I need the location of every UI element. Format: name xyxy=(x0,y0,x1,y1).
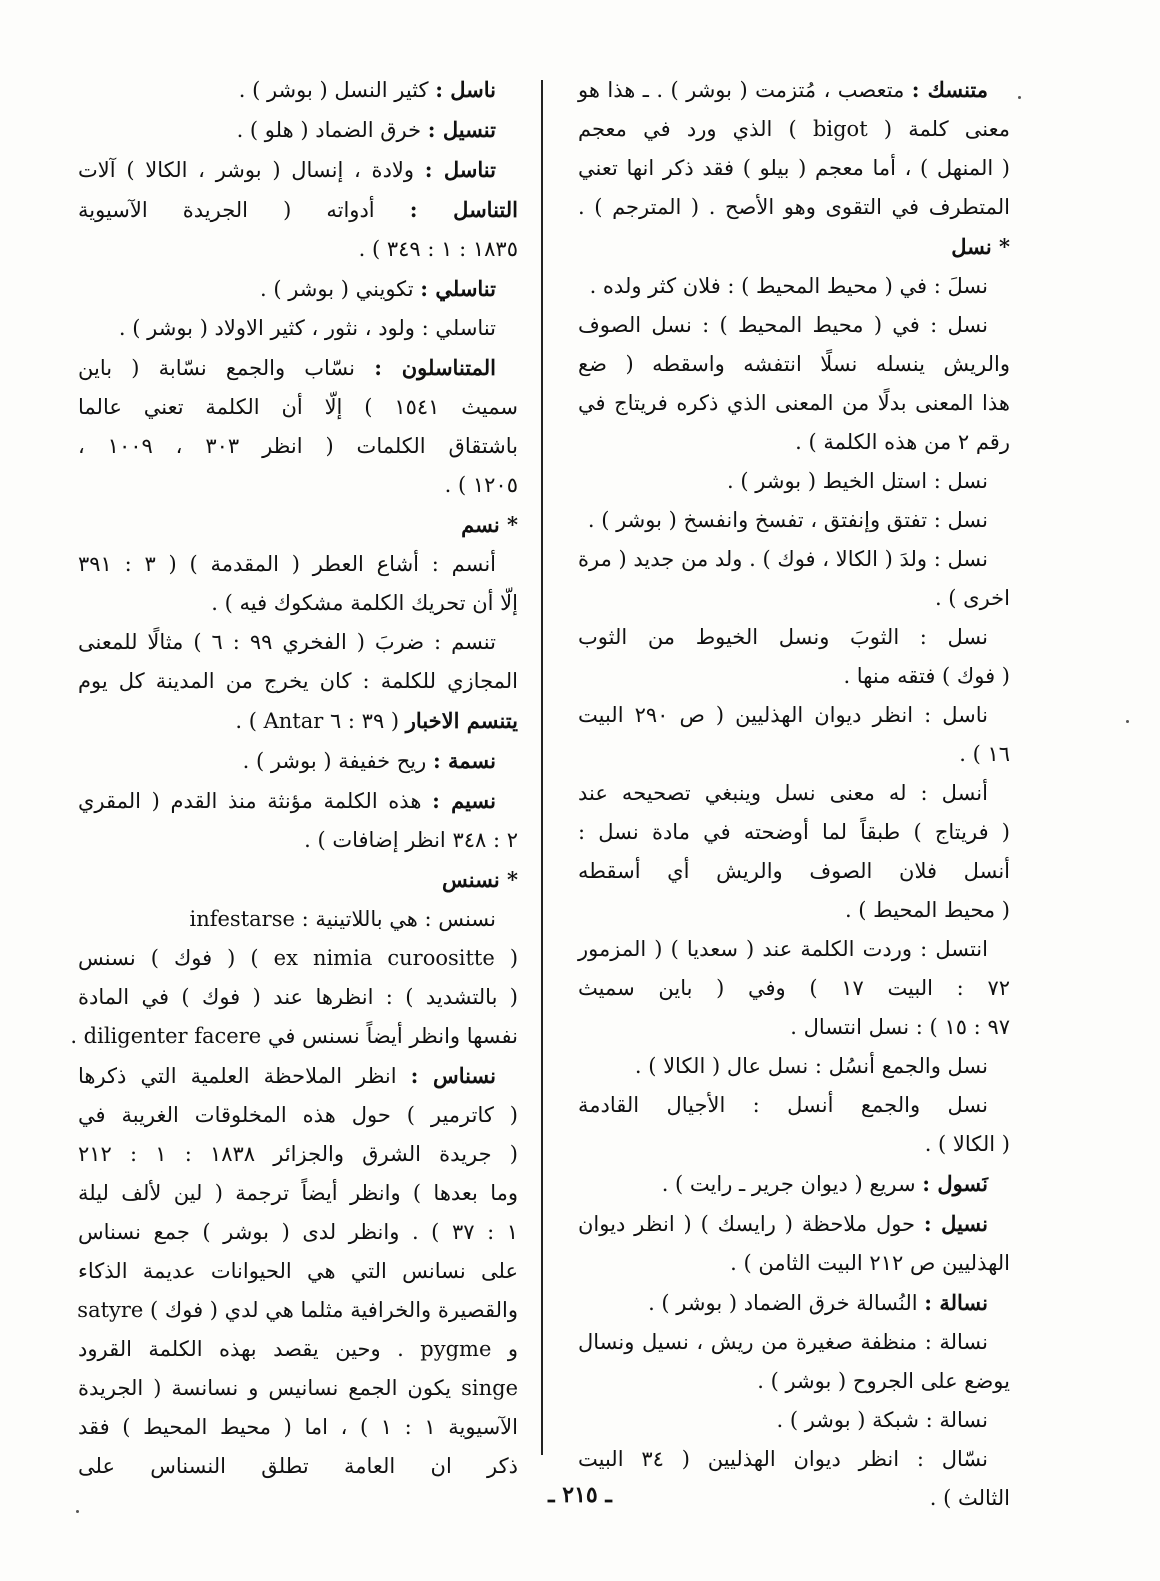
line-text: ( ٣٩ : ٦ Antar ) . xyxy=(235,709,406,733)
text-line xyxy=(78,1213,518,1252)
line-text: كثير النسل ( بوشر ) . xyxy=(238,78,436,102)
line-text: ( المنهل ) ، أما معجم ( بيلو ) فقد ذكر انها تعني xyxy=(578,156,1010,180)
line-text: سميث ١٥٤١ ) إلّا أن الكلمة تعني عالما xyxy=(78,395,518,419)
headword: ناسل : xyxy=(435,77,496,102)
line-text: ١٦ ) . xyxy=(959,742,1010,766)
scan-speck xyxy=(76,1510,79,1513)
text-line xyxy=(578,1086,1010,1125)
text-line xyxy=(578,696,1010,735)
line-text: نسل : الثوبَ ونسل الخيوط من الثوب xyxy=(578,625,988,649)
text-line xyxy=(578,852,1010,891)
text-line xyxy=(578,188,1010,227)
text-line xyxy=(578,1008,1010,1047)
line-text: سريع ( ديوان جرير ـ رايت ) . xyxy=(661,1172,923,1196)
text-line xyxy=(578,579,1010,618)
headword: تنسيل : xyxy=(427,117,496,142)
text-line xyxy=(578,384,1010,423)
line-text: ١٢٠٥ ) . xyxy=(444,473,518,497)
text-line xyxy=(78,427,518,466)
line-text: نسل والجمع أنسل : الأجيال القادمة xyxy=(578,1093,988,1117)
text-line xyxy=(78,1096,518,1135)
text-line xyxy=(578,657,1010,696)
text-line xyxy=(78,348,518,388)
line-text: ( فريتاج ) طبقاً لما أوضحته في مادة نسل : xyxy=(578,820,1010,844)
line-text: ٢ : ٣٤٨ انظر إضافات ) . xyxy=(304,828,518,852)
text-line xyxy=(578,540,1010,579)
line-text: نسل والجمع أنسُل : نسل عال ( الكالا ) . xyxy=(634,1054,988,1078)
line-text: انظر الملاحظة العلمية التي ذكرها xyxy=(78,1064,411,1088)
text-line xyxy=(78,545,518,584)
text-line xyxy=(578,1125,1010,1164)
headword: نسيل : xyxy=(923,1211,988,1236)
headword: نَسول : xyxy=(922,1171,988,1196)
line-text: نسنس : هي باللاتينية : infestarse xyxy=(189,907,496,931)
scan-speck xyxy=(1126,720,1129,723)
headword: نسيم : xyxy=(432,788,496,813)
column-divider xyxy=(541,80,543,1455)
line-text: تناسلي : ولود ، نثور ، كثير الاولاد ( بوشر ) . xyxy=(118,316,496,340)
text-line xyxy=(78,978,518,1017)
line-text: اخرى ) . xyxy=(934,586,1010,610)
line-text: ٧٢ : البيت ١٧ ) وفي ( باين سميث xyxy=(578,976,1010,1000)
headword: التناسل : xyxy=(409,197,518,222)
headword: نسناس : xyxy=(410,1063,497,1088)
line-text: رقم ٢ من هذه الكلمة ) . xyxy=(795,430,1010,454)
line-text: الآسيوية ١ : ١ ) ، اما ( محيط المحيط ) فقد xyxy=(78,1415,518,1439)
text-line xyxy=(578,462,1010,501)
line-text: نسّال : انظر ديوان الهذليين ( ٣٤ البيت xyxy=(578,1447,989,1471)
text-line xyxy=(78,505,518,545)
line-text: تكويني ( بوشر ) . xyxy=(260,277,421,301)
line-text: المتطرف في التقوى وهو الأصح . ( المترجم ) . xyxy=(578,195,1010,219)
line-text: الهذليين ص ٢١٢ البيت الثامن ) . xyxy=(730,1251,1010,1275)
line-text: ( ex nimia curoositte ) ( فوك ) نسنس xyxy=(78,946,519,970)
text-line xyxy=(578,969,1010,1008)
text-line xyxy=(78,701,518,741)
line-text: ذكر ان العامة تطلق النسناس على xyxy=(78,1454,518,1478)
text-line xyxy=(78,1369,518,1408)
line-text: باشتقاق الكلمات ( انظر ٣٠٣ ، ١٠٠٩ ، xyxy=(78,434,519,458)
line-text: نسل : في ( محيط المحيط ) : نسل الصوف xyxy=(578,313,988,337)
text-line xyxy=(578,735,1010,774)
text-line xyxy=(78,860,518,900)
text-line xyxy=(578,1244,1010,1283)
text-line xyxy=(578,1047,1010,1086)
page-number: ـ ٢١٥ ـ xyxy=(548,1482,612,1508)
text-line xyxy=(578,267,1010,306)
text-line xyxy=(78,1135,518,1174)
line-text: ( محيط المحيط ) . xyxy=(844,898,1010,922)
text-line xyxy=(578,1323,1010,1362)
line-text: ١٨٣٥ : ١ : ٣٤٩ ) . xyxy=(358,237,518,261)
line-text: نسالة : شبكة ( بوشر ) . xyxy=(776,1408,988,1432)
line-text: معنى كلمة ( bigot ) الذي ورد في معجم xyxy=(578,117,1010,141)
line-text: نفسها وانظر أيضاً نسنس في diligenter facere . xyxy=(70,1024,518,1048)
text-line xyxy=(578,149,1010,188)
text-line xyxy=(78,1174,518,1213)
text-line xyxy=(78,1252,518,1291)
headword: نسالة : xyxy=(924,1290,988,1315)
text-line xyxy=(78,781,518,821)
text-line xyxy=(78,70,518,110)
text-line xyxy=(578,618,1010,657)
line-text: ( الكالا ) . xyxy=(924,1132,1010,1156)
line-text: تنسم : ضربَ ( الفخري ٩٩ : ٦ ) مثالًا للمعنى xyxy=(78,630,496,654)
text-line xyxy=(578,891,1010,930)
text-line xyxy=(70,1017,518,1056)
right-column xyxy=(578,70,1010,1518)
line-text: نسالة : منظفة صغيرة من ريش ، نسيل ونسال xyxy=(578,1330,988,1354)
left-column xyxy=(70,70,519,1486)
line-text: المجازي للكلمة : كان يخرج من المدينة كل يوم xyxy=(78,669,518,693)
headword: تناسلي : xyxy=(420,276,496,301)
text-line xyxy=(578,1283,1010,1323)
line-text: والريش ينسله نسلًا انتفشه واسقطه ( ضع xyxy=(578,352,1010,376)
text-line xyxy=(78,150,518,190)
line-text: ريح خفيفة ( بوشر ) . xyxy=(242,749,433,773)
headword: * نسل xyxy=(951,234,1010,259)
text-line xyxy=(578,345,1010,384)
text-line xyxy=(78,1330,518,1369)
text-line xyxy=(78,662,518,701)
text-line xyxy=(78,821,518,860)
text-line xyxy=(578,930,1010,969)
line-text: حول ملاحظة ( رايسك ) ( انظر ديوان xyxy=(578,1212,924,1236)
text-line xyxy=(78,741,518,781)
headword: تناسل : xyxy=(424,157,496,182)
text-line xyxy=(78,584,518,623)
text-line xyxy=(78,269,518,309)
line-text: ( جريدة الشرق والجزائر ١٨٣٨ : ١ : ٢١٢ xyxy=(78,1142,518,1166)
text-line xyxy=(578,501,1010,540)
headword: يتنسم الاخبار xyxy=(405,708,518,733)
headword: * نسم xyxy=(461,512,518,537)
line-text: نسل : ولدَ ( الكالا ، فوك ) . ولد من جديد ( مرة xyxy=(578,547,988,571)
line-text: الثالث ) . xyxy=(929,1486,1010,1510)
text-line xyxy=(78,230,518,269)
line-text: نسل : استل الخيط ( بوشر ) . xyxy=(727,469,988,493)
headword: * نسنس xyxy=(442,867,518,892)
line-text: ناسل : انظر ديوان الهذليين ( ص ٢٩٠ البيت xyxy=(578,703,989,727)
text-line xyxy=(578,1164,1010,1204)
line-text: و pygme . وحين يقصد بهذه الكلمة القرود xyxy=(78,1337,518,1361)
text-line xyxy=(78,388,518,427)
text-line xyxy=(578,1362,1010,1401)
text-line xyxy=(578,1401,1010,1440)
headword: متنسك : xyxy=(911,77,988,102)
text-line xyxy=(578,70,1010,110)
text-line xyxy=(578,423,1010,462)
text-line xyxy=(78,1056,518,1096)
text-line xyxy=(78,190,518,230)
line-text: أدواته ( الجريدة الآسيوية xyxy=(78,198,410,222)
text-line xyxy=(78,1408,518,1447)
line-text: خرق الضماد ( هلو ) . xyxy=(236,118,428,142)
line-text: والقصيرة والخرافية مثلما هي لدي ( فوك ) satyre xyxy=(77,1298,518,1322)
text-line xyxy=(78,1447,518,1486)
text-line xyxy=(78,939,518,978)
line-text: نسّاب والجمع نسّابة ( باين xyxy=(78,356,375,380)
line-text: ( كاترمير ) حول هذه المخلوقات الغريبة في xyxy=(78,1103,518,1127)
text-line xyxy=(578,306,1010,345)
text-line xyxy=(78,309,518,348)
text-line xyxy=(78,623,518,662)
text-line xyxy=(578,1440,1010,1479)
line-text: ( فوك ) فتقه منها . xyxy=(843,664,1010,688)
text-line xyxy=(78,466,518,505)
text-line xyxy=(578,1204,1010,1244)
text-line xyxy=(78,900,518,939)
scan-speck xyxy=(1018,96,1021,99)
line-text: النُسالة خرق الضماد ( بوشر ) . xyxy=(648,1291,925,1315)
line-text: إلّا أن تحريك الكلمة مشكوك فيه ) . xyxy=(211,591,518,615)
line-text: ولادة ، إنسال ( بوشر ، الكالا ) آلات xyxy=(78,158,425,182)
line-text: وما بعدها ) وانظر أيضاً ترجمة ( لين لألف ليلة xyxy=(78,1181,518,1205)
line-text: ( بالتشديد ) : انظرها عند ( فوك ) في المادة xyxy=(78,985,518,1009)
line-text: متعصب ، مُتزمت ( بوشر ) . ـ هذا هو xyxy=(578,78,912,102)
text-line xyxy=(578,774,1010,813)
text-line xyxy=(578,227,1010,267)
line-text: singe يكون الجمع نسانيس و نسانسة ( الجريدة xyxy=(78,1376,518,1400)
line-text: على نسانس التي هي الحيوانات عديمة الذكاء xyxy=(78,1259,518,1283)
line-text: هذا المعنى بدلًا من المعنى الذي ذكره فريتاج في xyxy=(578,391,1010,415)
headword: المتناسلون : xyxy=(374,355,497,380)
line-text: نسل : تفتق وإنفتق ، تفسخ وانفسخ ( بوشر ) . xyxy=(587,508,988,532)
text-line xyxy=(578,813,1010,852)
line-text: يوضع على الجروح ( بوشر ) . xyxy=(757,1369,1010,1393)
text-line xyxy=(578,110,1010,149)
line-text: أنسل فلان الصوف والريش أي أسقطه xyxy=(578,859,1010,883)
headword: نسمة : xyxy=(432,748,496,773)
text-line xyxy=(78,1291,518,1330)
line-text: هذه الكلمة مؤنثة منذ القدم ( المقري xyxy=(78,789,433,813)
line-text: انتسل : وردت الكلمة عند ( سعديا ) ( المزمور xyxy=(578,937,988,961)
line-text: أنسم : أشاع العطر ( المقدمة ) ( ٣ : ٣٩١ xyxy=(78,552,496,576)
line-text: ٩٧ : ١٥ ) : نسل انتسال . xyxy=(790,1015,1010,1039)
line-text: ١ : ٣٧ ) . وانظر لدى ( بوشر ) جمع نسناس xyxy=(78,1220,518,1244)
line-text: أنسل : له معنى نسل وينبغي تصحيحه عند xyxy=(578,781,988,805)
line-text: نسلَ : في ( محيط المحيط ) : فلان كثر ولده . xyxy=(589,274,988,298)
text-line xyxy=(78,110,518,150)
